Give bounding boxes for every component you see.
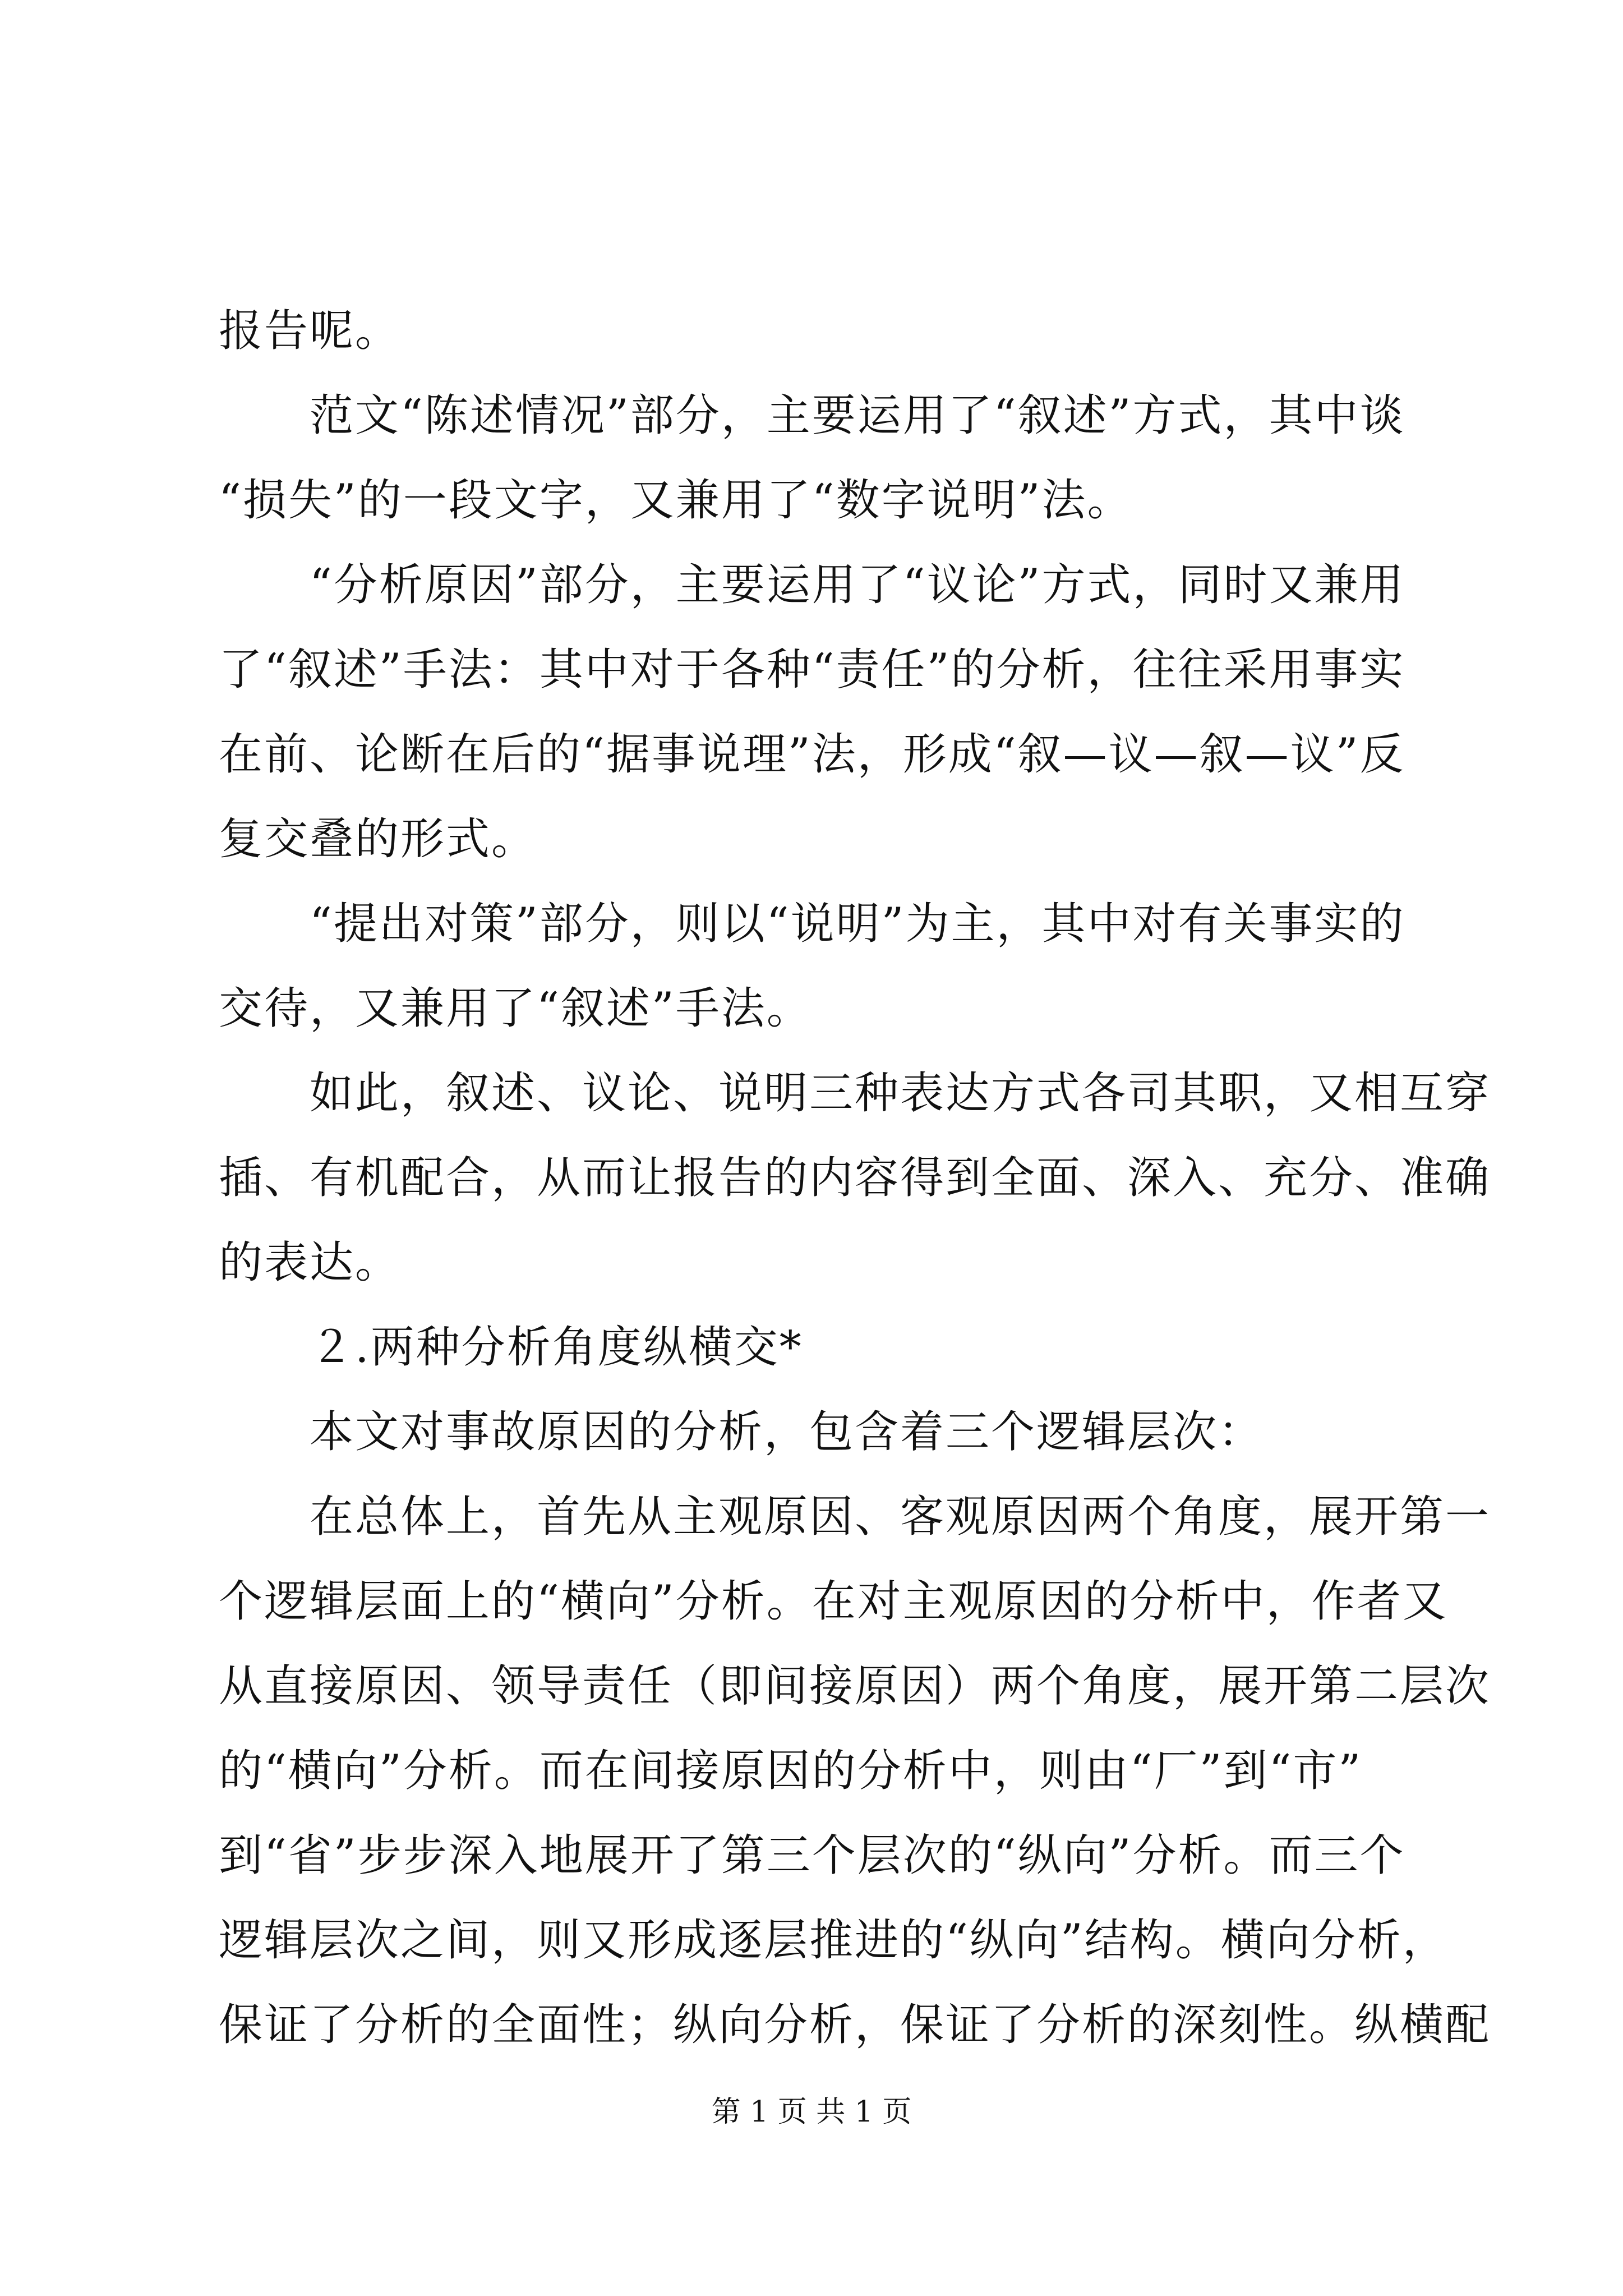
text-line: 的表达。 <box>219 1237 401 1288</box>
text-line: “分析原因”部分，主要运用了“议论”方式，同时又兼用 <box>219 560 1405 610</box>
text-line: 保证了分析的全面性；纵向分析，保证了分析的深刻性。纵横配 <box>219 2000 1491 2050</box>
text-line: 范文“陈述情况”部分，主要运用了“叙述”方式，其中谈 <box>219 390 1405 441</box>
page-footer: 第 1 页 共 1 页 <box>711 2095 912 2129</box>
text-line: 报告呢。 <box>219 306 401 356</box>
text-line: “提出对策”部分，则以“说明”为主，其中对有关事实的 <box>219 899 1405 949</box>
text-line: 复交叠的形式。 <box>219 814 537 864</box>
text-line: 在总体上，首先从主观原因、客观原因两个角度，展开第一 <box>219 1492 1491 1542</box>
text-line: 插、有机配合，从而让报告的内容得到全面、深入、充分、准确 <box>219 1153 1491 1203</box>
text-line: 到“省”步步深入地展开了第三个层次的“纵向”分析。而三个 <box>219 1830 1405 1881</box>
text-line: 的“横向”分析。而在间接原因的分析中，则由“厂”到“市” <box>219 1746 1363 1796</box>
text-line: 逻辑层次之间，则又形成逐层推进的“纵向”结构。横向分析， <box>219 1915 1448 1966</box>
text-line: 个逻辑层面上的“横向”分析。在对主观原因的分析中，作者又 <box>219 1576 1448 1627</box>
text-line: 交待，又兼用了“叙述”手法。 <box>219 983 812 1034</box>
text-line: “损失”的一段文字，又兼用了“数字说明”法。 <box>219 475 1133 526</box>
text-line: ２.两种分析角度纵横交* <box>219 1322 803 1373</box>
text-line: 在前、论断在后的“据事说理”法，形成“叙—议—叙—议”反 <box>219 729 1405 780</box>
text-line: 了“叙述”手法：其中对于各种“责任”的分析，往往采用事实 <box>219 645 1405 695</box>
text-line: 从直接原因、领导责任（即间接原因）两个角度，展开第二层次 <box>219 1661 1491 1711</box>
text-line: 如此，叙述、议论、说明三种表达方式各司其职，又相互穿 <box>219 1068 1491 1119</box>
text-line: 本文对事故原因的分析，包含着三个逻辑层次： <box>219 1407 1264 1457</box>
